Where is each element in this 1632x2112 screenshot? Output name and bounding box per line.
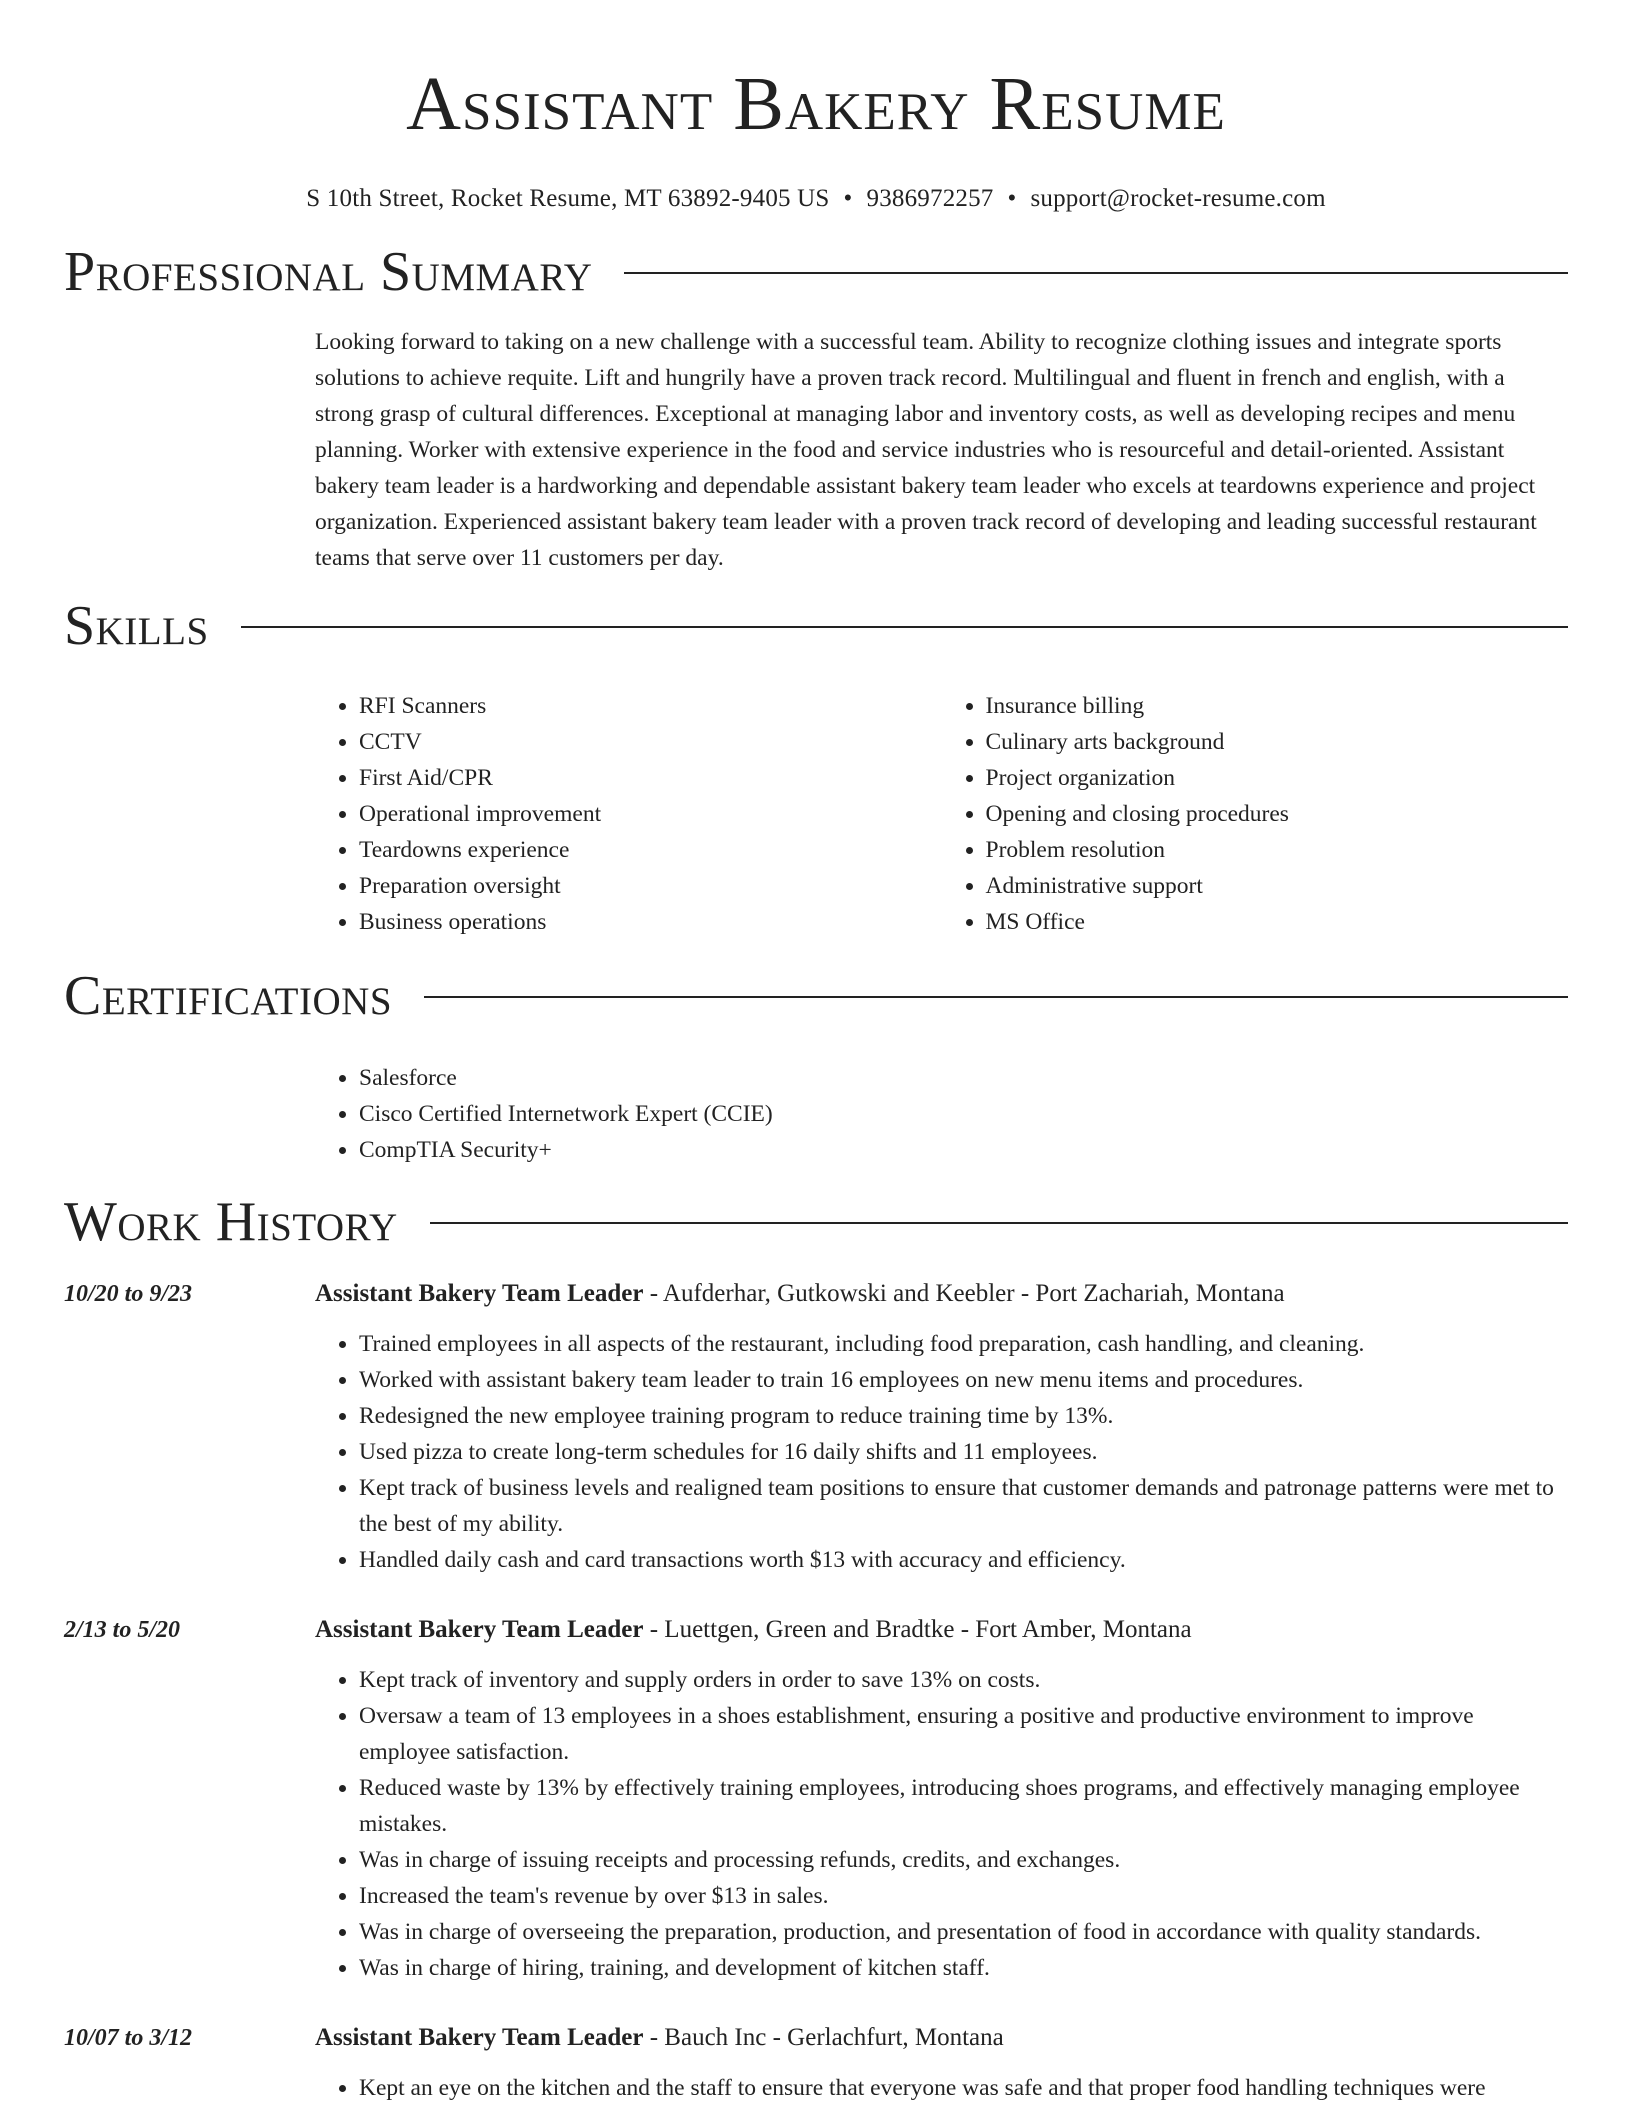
section-heading-certifications xyxy=(64,966,1568,1026)
job-bullets xyxy=(315,1662,1568,1986)
summary-text: Looking forward to taking on a new challenge with a successful team. Ability to recognize clothing issues and integrate sports solutions to achieve requite. Lift and hungrily have a proven track record. Multilingual and fluent in french and english, with a strong grasp of cultural differences. Exceptional at managing labor and inventory costs, as well as developing recipes and menu planning. Worker with extensive experience in the food and service industries who is resourceful and detail-oriented. Assistant bakery team leader is a hardworking and dependable assistant bakery team leader who excels at teardowns experience and project organization. Experienced assistant bakery team leader with a proven track record of developing and leading successful restaurant teams that serve over 11 customers per day. xyxy=(315,329,1537,571)
certifications-body xyxy=(315,1060,1568,1168)
job-title-line xyxy=(315,1276,1285,1312)
list-item: • Worked with assistant bakery team leader to train 16 employees on new menu items and procedures. xyxy=(359,1362,1568,1398)
list-item: • Was in charge of overseeing the preparation, production, and presentation of food in accordance with quality standards. xyxy=(359,1914,1568,1950)
list-item: • Used pizza to create long-term schedules for 16 daily shifts and 11 employees. xyxy=(359,1434,1568,1470)
list-item: • RFI Scanners xyxy=(359,688,942,724)
certifications-list xyxy=(315,1060,1568,1168)
job-header xyxy=(64,2020,1568,2056)
list-item: • CCTV xyxy=(359,724,942,760)
job-bullet-list xyxy=(315,1326,1568,1578)
section-divider xyxy=(430,1222,1568,1224)
section-heading-work-history xyxy=(64,1192,1568,1252)
list-item: • Increased the team's revenue by over $13 in sales. xyxy=(359,1878,1568,1914)
section-divider xyxy=(624,272,1568,274)
list-item: • Salesforce xyxy=(359,1060,1568,1096)
section-title: Skills xyxy=(64,595,209,657)
list-item: • Was in charge of hiring, training, and development of kitchen staff. xyxy=(359,1950,1568,1986)
job-employer: - Bauch Inc - Gerlachfurt, Montana xyxy=(643,2024,1004,2051)
list-item: • Problem resolution xyxy=(986,832,1569,868)
work-history-body xyxy=(64,1276,1568,2106)
job-title: Assistant Bakery Team Leader xyxy=(315,2024,644,2051)
list-item: • Reduced waste by 13% by effectively training employees, introducing shoes programs, and effectively managing employee mistakes. xyxy=(359,1770,1568,1842)
job-employer: - Luettgen, Green and Bradtke - Fort Amber, Montana xyxy=(643,1616,1192,1643)
list-item: • CompTIA Security+ xyxy=(359,1132,1568,1168)
list-item: • Teardowns experience xyxy=(359,832,942,868)
section-title: Work History xyxy=(64,1191,398,1253)
job-dates: 10/07 to 3/12 xyxy=(64,2025,193,2051)
list-item: • Business operations xyxy=(359,904,942,940)
list-item: • Was in charge of issuing receipts and processing refunds, credits, and exchanges. xyxy=(359,1842,1568,1878)
list-item: • Preparation oversight xyxy=(359,868,942,904)
section-heading-summary xyxy=(64,242,1568,302)
job-bullet-list xyxy=(315,2070,1568,2106)
job-entry xyxy=(64,1276,1568,1578)
job-header xyxy=(64,1276,1568,1312)
job-title-line xyxy=(315,1612,1192,1648)
list-item: • Trained employees in all aspects of the restaurant, including food preparation, cash handling, and cleaning. xyxy=(359,1326,1568,1362)
summary-body xyxy=(315,324,1568,576)
list-item: • Insurance billing xyxy=(986,688,1569,724)
list-item: • First Aid/CPR xyxy=(359,760,942,796)
job-title-line xyxy=(315,2020,1004,2056)
job-title: Assistant Bakery Team Leader xyxy=(315,1280,644,1307)
contact-separator: • xyxy=(843,185,853,212)
list-item: • Administrative support xyxy=(986,868,1569,904)
list-item: • MS Office xyxy=(986,904,1569,940)
list-item: • Oversaw a team of 13 employees in a shoes establishment, ensuring a positive and productive environment to improve employee satisfaction. xyxy=(359,1698,1568,1770)
contact-phone: 9386972257 xyxy=(866,185,994,212)
section-title: Professional Summary xyxy=(64,241,593,303)
skills-list-left xyxy=(315,688,942,940)
resume-header xyxy=(64,0,1568,214)
list-item: • Kept an eye on the kitchen and the staff to ensure that everyone was safe and that proper food handling techniques were xyxy=(359,2070,1568,2106)
list-item: • Kept track of business levels and realigned team positions to ensure that customer demands and patronage patterns were met to the best of my ability. xyxy=(359,1470,1568,1542)
job-employer: - Aufderhar, Gutkowski and Keebler - Port Zachariah, Montana xyxy=(643,1280,1285,1307)
job-entry xyxy=(64,1612,1568,1986)
contact-line xyxy=(64,184,1568,214)
job-bullets xyxy=(315,2070,1568,2106)
list-item: • Project organization xyxy=(986,760,1569,796)
contact-separator: • xyxy=(1007,185,1017,212)
job-title: Assistant Bakery Team Leader xyxy=(315,1616,644,1643)
job-header xyxy=(64,1612,1568,1648)
page-title: Assistant Bakery Resume xyxy=(406,62,1226,146)
list-item: • Redesigned the new employee training program to reduce training time by 13%. xyxy=(359,1398,1568,1434)
skills-list-right xyxy=(942,688,1569,940)
skills-grid xyxy=(315,688,1568,940)
job-bullet-list xyxy=(315,1662,1568,1986)
section-divider xyxy=(424,996,1568,998)
section-heading-skills xyxy=(64,596,1568,656)
job-bullets xyxy=(315,1326,1568,1578)
list-item: • Handled daily cash and card transactions worth $13 with accuracy and efficiency. xyxy=(359,1542,1568,1578)
section-divider xyxy=(241,626,1568,628)
list-item: • Operational improvement xyxy=(359,796,942,832)
job-entry xyxy=(64,2020,1568,2106)
list-item: • Opening and closing procedures xyxy=(986,796,1569,832)
list-item: • Cisco Certified Internetwork Expert (CCIE) xyxy=(359,1096,1568,1132)
job-dates: 10/20 to 9/23 xyxy=(64,1281,193,1307)
list-item: • Culinary arts background xyxy=(986,724,1569,760)
section-title: Certifications xyxy=(64,965,393,1027)
contact-email: support@rocket-resume.com xyxy=(1030,185,1326,212)
contact-address: S 10th Street, Rocket Resume, MT 63892-9405 US xyxy=(306,185,830,212)
list-item: • Kept track of inventory and supply orders in order to save 13% on costs. xyxy=(359,1662,1568,1698)
job-dates: 2/13 to 5/20 xyxy=(64,1617,181,1643)
